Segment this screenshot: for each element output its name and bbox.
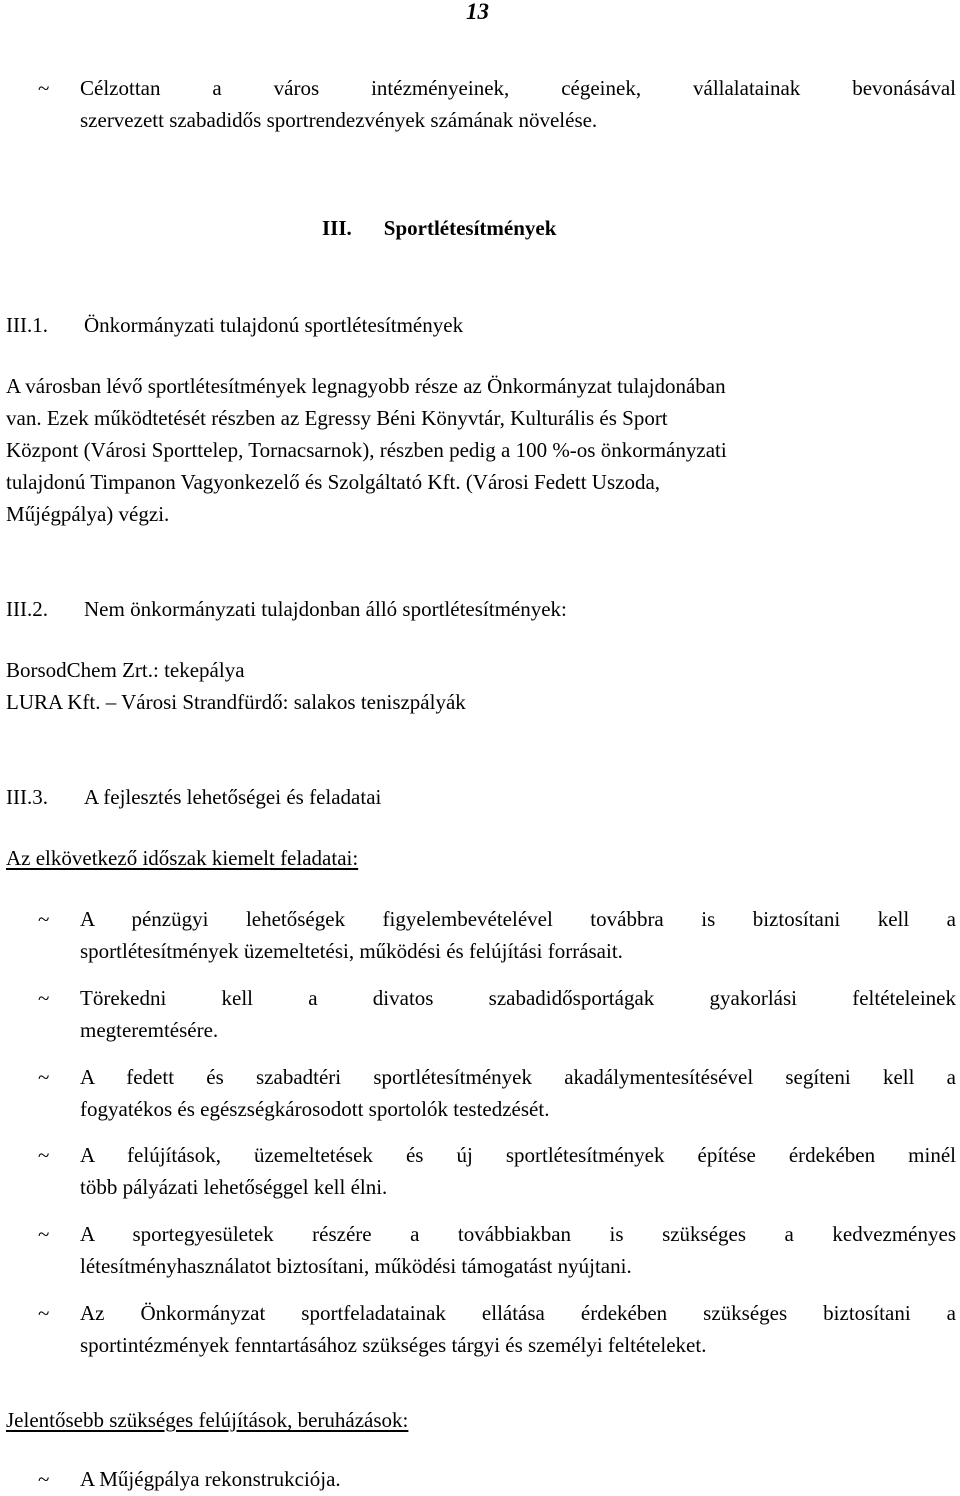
list-item-line-2: sportlétesítmények üzemeltetési, működési és felújítási forrásait.: [80, 939, 623, 963]
subsection-number-2: III.2.: [6, 597, 48, 621]
list-item-line-1: Az Önkormányzat sportfeladatainak ellátása érdekében szükséges biztosítani a: [80, 1301, 956, 1325]
subsection-title-3: A fejlesztés lehetőségei és feladatai: [84, 785, 382, 809]
list-item-line-2: létesítményhasználatot biztosítani, működési támogatást nyújtani.: [80, 1254, 632, 1278]
list-item-line-2: fogyatékos és egészségkárosodott sportolók testedzését.: [80, 1097, 550, 1121]
subsection-title-2: Nem önkormányzati tulajdonban álló sportlétesítmények:: [84, 597, 567, 621]
list-item-line-2: megteremtésére.: [80, 1018, 219, 1042]
subsection-heading-1: [6, 309, 463, 341]
subsection-title-1: Önkormányzati tulajdonú sportlétesítmények: [84, 313, 464, 337]
intro-bullet-line-1: Célzottan a város intézményeinek, cégeinek, vállalatainak bevonásával: [80, 76, 956, 100]
list-item-line-1: Törekedni kell a divatos szabadidősportágak gyakorlási feltételeinek: [80, 986, 956, 1010]
bullet-tilde: ~: [38, 907, 50, 931]
section-title: [322, 212, 556, 244]
list-item-line-2: több pályázati lehetőséggel kell élni.: [80, 1175, 388, 1199]
facility-line-1: BorsodChem Zrt.: tekepálya: [6, 658, 245, 682]
paragraph-line: tulajdonú Timpanon Vagyonkezelő és Szolgáltató Kft. (Városi Fedett Uszoda,: [6, 470, 661, 494]
bullet-tilde: ~: [38, 1301, 50, 1325]
paragraph-line: Műjégpálya) végzi.: [6, 502, 170, 526]
intro-bullet-line-2: szervezett szabadidős sportrendezvények számának növelése.: [80, 108, 598, 132]
bullet-tilde: ~: [38, 76, 50, 100]
paragraph-line: Központ (Városi Sporttelep, Tornacsarnok), részben pedig a 100 %-os önkormányzati: [6, 438, 727, 462]
facility-line-2: LURA Kft. – Városi Strandfürdő: salakos teniszpályák: [6, 690, 466, 714]
paragraph-line: A városban lévő sportlétesítmények legnagyobb része az Önkormányzat tulajdonában: [6, 374, 726, 398]
tasks-heading: Az elkövetkező időszak kiemelt feladatai:: [6, 846, 359, 870]
subsection-heading-2: [6, 593, 567, 625]
list-item-line-1: A fedett és szabadtéri sportlétesítmények akadálymentesítésével segíteni kell a: [80, 1065, 956, 1089]
list-item-line-1: A Műjégpálya rekonstrukciója.: [80, 1467, 341, 1491]
subsection-heading-3: [6, 781, 381, 813]
section-title-text: Sportlétesítmények: [383, 216, 557, 240]
bullet-tilde: ~: [38, 1065, 50, 1089]
list-item-line-1: A sportegyesületek részére a továbbiakban is szükséges a kedvezményes: [80, 1222, 956, 1246]
subsection-number-1: III.1.: [6, 313, 48, 337]
bullet-tilde: ~: [38, 1222, 50, 1246]
list-item-line-1: A felújítások, üzemeltetések és új sportlétesítmények építése érdekében minél: [80, 1143, 956, 1167]
list-item-line-1: A pénzügyi lehetőségek figyelembevételével továbbra is biztosítani kell a: [80, 907, 956, 931]
bullet-tilde: ~: [38, 1467, 50, 1491]
section-number: III.: [322, 216, 352, 240]
list-item-line-2: sportintézmények fenntartásához szükséges tárgyi és személyi feltételeket.: [80, 1333, 707, 1357]
paragraph-line: van. Ezek működtetését részben az Egressy Béni Könyvtár, Kulturális és Sport: [6, 406, 668, 430]
subsection-number-3: III.3.: [6, 785, 48, 809]
renovations-heading: Jelentősebb szükséges felújítások, beruházások:: [6, 1408, 409, 1432]
page-number: 13: [466, 0, 489, 24]
bullet-tilde: ~: [38, 986, 50, 1010]
bullet-tilde: ~: [38, 1143, 50, 1167]
